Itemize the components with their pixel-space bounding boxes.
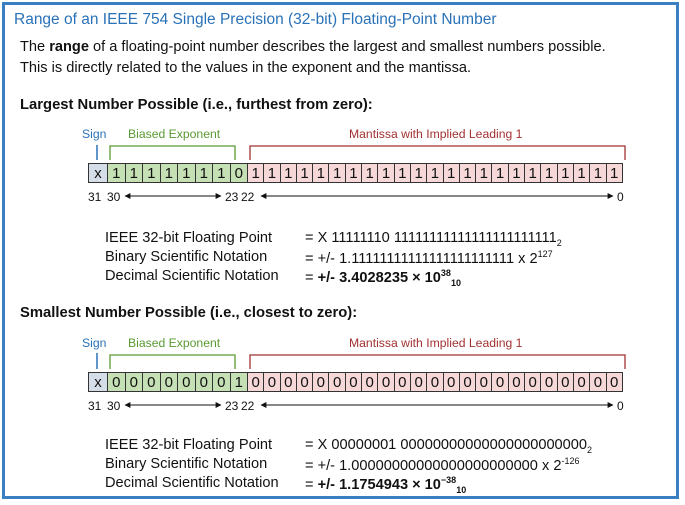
intro-bold-range: range [49, 39, 89, 55]
smallest-mantissa-bit: 0 [378, 372, 394, 392]
largest-mantissa-bit: 1 [313, 163, 329, 183]
smallest-mantissa-bit: 0 [558, 372, 574, 392]
smallest-mantissa-bit: 0 [329, 372, 345, 392]
largest-exponent-bit: 0 [231, 163, 249, 183]
diagram-title: Range of an IEEE 754 Single Precision (32-bit) Floating-Point Number [14, 11, 497, 28]
smallest-exponent-label: Biased Exponent [128, 336, 221, 350]
largest-heading: Largest Number Possible (i.e., furthest from zero): [20, 97, 373, 113]
largest-mantissa-bit: 1 [509, 163, 525, 183]
largest-mantissa-bit: 1 [444, 163, 460, 183]
largest-mantissa-bit: 1 [362, 163, 378, 183]
largest-exponent-bit: 1 [126, 163, 144, 183]
smallest-sign-label: Sign [82, 336, 107, 350]
largest-decimal-eq: = [305, 269, 318, 286]
smallest-ieee-base: 2 [587, 444, 593, 455]
smallest-mantissa-bit: 0 [525, 372, 541, 392]
intro-line-2: This is directly related to the values in the exponent and the mantissa. [20, 60, 472, 76]
smallest-heading: Smallest Number Possible (i.e., closest to zero): [20, 305, 358, 321]
largest-binary-mantissa: = +/- 1.11111111111111111111111 x 2 [305, 250, 538, 267]
largest-exponent-bit: 1 [143, 163, 161, 183]
smallest-pos-31: 31 [88, 399, 102, 413]
largest-mantissa-bit: 1 [492, 163, 508, 183]
largest-mantissa-bit: 1 [248, 163, 264, 183]
largest-mantissa-bit: 1 [460, 163, 476, 183]
smallest-mantissa-bit: 0 [460, 372, 476, 392]
largest-mantissa-bit: 1 [395, 163, 411, 183]
largest-pos-22: 22 [241, 190, 255, 204]
largest-exponent-label: Biased Exponent [128, 127, 221, 141]
largest-binary-exponent: 127 [537, 249, 553, 259]
largest-binary-label: Binary Scientific Notation [105, 249, 268, 265]
largest-mantissa-bit: 1 [541, 163, 557, 183]
smallest-mantissa-bit: 0 [346, 372, 362, 392]
smallest-decimal-eq: = [305, 476, 318, 493]
largest-sign-bit: x [88, 163, 108, 183]
largest-pos-30: 30 [107, 190, 121, 204]
largest-decimal-mantissa: +/- 3.4028235 × 10 [317, 269, 441, 286]
largest-mantissa-bit: 1 [264, 163, 280, 183]
smallest-ieee-label: IEEE 32-bit Floating Point [105, 437, 273, 453]
largest-exponent-bit: 1 [161, 163, 179, 183]
smallest-decimal-base: 10 [456, 484, 467, 495]
smallest-pos-23: 23 [225, 399, 239, 413]
largest-mantissa-bit: 1 [476, 163, 492, 183]
largest-mantissa-bit: 1 [346, 163, 362, 183]
largest-mantissa-bracket [250, 146, 625, 160]
smallest-decimal-label: Decimal Scientific Notation [105, 475, 279, 491]
smallest-mantissa-bit: 0 [427, 372, 443, 392]
smallest-exponent-bit: 1 [231, 372, 249, 392]
largest-mantissa-bit: 1 [574, 163, 590, 183]
smallest-mantissa-bit: 0 [281, 372, 297, 392]
smallest-mantissa-bit: 0 [492, 372, 508, 392]
smallest-binary-exponent: -126 [561, 456, 580, 466]
smallest-exponent-bit: 0 [143, 372, 161, 392]
smallest-mantissa-bracket [250, 355, 625, 369]
smallest-mantissa-bit: 0 [574, 372, 590, 392]
largest-pos-23: 23 [225, 190, 239, 204]
largest-mantissa-bit: 1 [525, 163, 541, 183]
smallest-exponent-bracket [110, 355, 235, 369]
smallest-mantissa-bit: 0 [476, 372, 492, 392]
largest-exponent-bit: 1 [196, 163, 214, 183]
largest-decimal-label: Decimal Scientific Notation [105, 268, 279, 284]
largest-mantissa-label: Mantissa with Implied Leading 1 [349, 127, 523, 141]
smallest-mantissa-bit: 0 [264, 372, 280, 392]
largest-decimal-exponent: 38 [440, 268, 451, 278]
largest-mantissa-bit: 1 [590, 163, 606, 183]
smallest-binary-label: Binary Scientific Notation [105, 456, 268, 472]
smallest-mantissa-bit: 0 [411, 372, 427, 392]
largest-mantissa-bit: 1 [411, 163, 427, 183]
largest-mantissa-bit: 1 [558, 163, 574, 183]
smallest-sign-bit: x [88, 372, 108, 392]
smallest-exponent-bit: 0 [178, 372, 196, 392]
largest-pos-0: 0 [617, 190, 624, 204]
largest-mantissa-bit: 1 [427, 163, 443, 183]
smallest-decimal-exponent: −38 [440, 475, 457, 485]
smallest-mantissa-bit: 0 [444, 372, 460, 392]
smallest-mantissa-bit: 0 [509, 372, 525, 392]
smallest-exponent-bit: 0 [126, 372, 144, 392]
largest-exponent-bit: 1 [108, 163, 126, 183]
smallest-pos-0: 0 [617, 399, 624, 413]
smallest-exponent-bit: 0 [196, 372, 214, 392]
smallest-pos-22: 22 [241, 399, 255, 413]
smallest-binary-mantissa: = +/- 1.00000000000000000000000 x 2 [305, 457, 562, 474]
largest-exponent-bracket [110, 146, 235, 160]
smallest-pos-30: 30 [107, 399, 121, 413]
intro-post: of a floating-point number describes the largest and smallest numbers possible. [88, 39, 606, 55]
smallest-exponent-bit: 0 [213, 372, 231, 392]
largest-ieee-base: 2 [556, 237, 562, 248]
smallest-exponent-bit: 0 [161, 372, 179, 392]
largest-mantissa-bit: 1 [329, 163, 345, 183]
largest-mantissa-bit: 1 [607, 163, 623, 183]
largest-ieee-label: IEEE 32-bit Floating Point [105, 230, 273, 246]
smallest-mantissa-bit: 0 [248, 372, 264, 392]
smallest-mantissa-bit: 0 [297, 372, 313, 392]
smallest-exponent-bit: 0 [108, 372, 126, 392]
smallest-mantissa-bit: 0 [362, 372, 378, 392]
smallest-mantissa-bit: 0 [607, 372, 623, 392]
largest-pos-31: 31 [88, 190, 102, 204]
smallest-mantissa-label: Mantissa with Implied Leading 1 [349, 336, 523, 350]
smallest-ieee-bits: = X 00000001 00000000000000000000000 [305, 437, 588, 453]
largest-exponent-bit: 1 [178, 163, 196, 183]
smallest-mantissa-bit: 0 [313, 372, 329, 392]
largest-sign-label: Sign [82, 127, 107, 141]
smallest-mantissa-bit: 0 [541, 372, 557, 392]
largest-exponent-bit: 1 [213, 163, 231, 183]
largest-decimal-base: 10 [450, 277, 461, 288]
intro-pre: The [20, 39, 50, 55]
smallest-decimal-mantissa: +/- 1.1754943 × 10 [317, 476, 441, 493]
largest-mantissa-bit: 1 [378, 163, 394, 183]
largest-mantissa-bit: 1 [297, 163, 313, 183]
smallest-mantissa-bit: 0 [590, 372, 606, 392]
smallest-mantissa-bit: 0 [395, 372, 411, 392]
largest-ieee-bits: = X 11111110 11111111111111111111111 [305, 230, 557, 246]
largest-mantissa-bit: 1 [281, 163, 297, 183]
